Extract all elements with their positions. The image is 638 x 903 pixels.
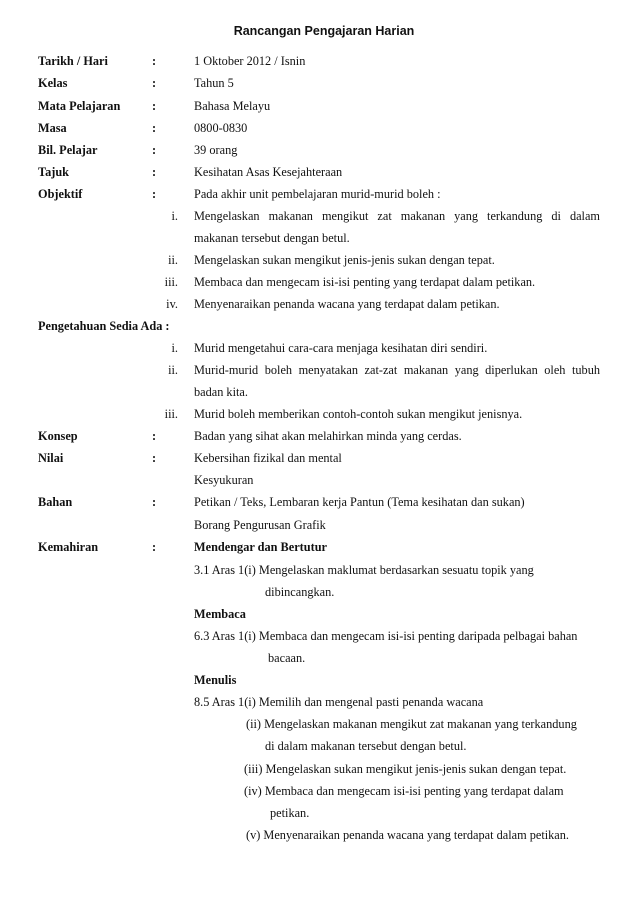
- info-label: Masa: [38, 121, 67, 135]
- skill-line: 6.3 Aras 1(i) Membaca dan mengecam isi-isi penting daripada pelbagai bahan: [194, 629, 578, 643]
- info-label: Tajuk: [38, 165, 69, 179]
- info-colon: :: [152, 76, 157, 90]
- list-number: ii.: [168, 253, 178, 267]
- info-colon: :: [152, 143, 157, 157]
- skill-heading-menulis: Menulis: [194, 673, 237, 687]
- info-label: Kelas: [38, 76, 68, 90]
- nilai-colon: :: [152, 451, 157, 465]
- skill-line: (v) Menyenaraikan penanda wacana yang terdapat dalam petikan.: [246, 828, 569, 842]
- konsep-label: Konsep: [38, 429, 78, 443]
- konsep-value: Badan yang sihat akan melahirkan minda yang cerdas.: [194, 429, 462, 443]
- bahan-value: Petikan / Teks, Lembaran kerja Pantun (Tema kesihatan dan sukan): [194, 495, 525, 509]
- skill-line: (iv) Membaca dan mengecam isi-isi penting yang terdapat dalam: [244, 784, 564, 798]
- info-label: Objektif: [38, 187, 83, 201]
- info-value: 0800-0830: [194, 121, 248, 135]
- info-value: Kesihatan Asas Kesejahteraan: [194, 165, 343, 179]
- konsep-colon: :: [152, 429, 157, 443]
- list-number: iv.: [166, 297, 178, 311]
- info-colon: :: [152, 54, 157, 68]
- list-item: Murid-murid boleh menyatakan zat-zat makanan yang diperlukan oleh tubuh: [194, 363, 600, 377]
- list-item: Murid boleh memberikan contoh-contoh sukan mengikut jenisnya.: [194, 407, 523, 421]
- list-item: Murid mengetahui cara-cara menjaga kesihatan diri sendiri.: [194, 341, 488, 355]
- bahan-value: Borang Pengurusan Grafik: [194, 518, 326, 532]
- info-colon: :: [152, 187, 157, 201]
- list-item-continuation: badan kita.: [194, 385, 248, 399]
- nilai-value: Kebersihan fizikal dan mental: [194, 451, 342, 465]
- info-label: Bil. Pelajar: [38, 143, 98, 157]
- skill-line-continuation: petikan.: [270, 806, 310, 820]
- page-title: Rancangan Pengajaran Harian: [233, 24, 415, 38]
- info-colon: :: [152, 121, 157, 135]
- skill-line: (iii) Mengelaskan sukan mengikut jenis-jenis sukan dengan tepat.: [244, 762, 567, 776]
- list-number: iii.: [164, 275, 178, 289]
- pengetahuan-label: Pengetahuan Sedia Ada :: [38, 319, 170, 333]
- list-number: i.: [171, 209, 178, 223]
- skill-line: 8.5 Aras 1(i) Memilih dan mengenal pasti penanda wacana: [194, 695, 484, 709]
- nilai-label: Nilai: [38, 451, 64, 465]
- info-value: 1 Oktober 2012 / Isnin: [194, 54, 306, 68]
- skill-line-continuation: dibincangkan.: [265, 585, 335, 599]
- info-value: Tahun 5: [194, 76, 234, 90]
- kemahiran-colon: :: [152, 540, 157, 554]
- list-item: Mengelaskan sukan mengikut jenis-jenis sukan dengan tepat.: [194, 253, 495, 267]
- skill-heading-membaca: Membaca: [194, 607, 246, 621]
- info-value: 39 orang: [194, 143, 238, 157]
- skill-line-continuation: di dalam makanan tersebut dengan betul.: [265, 739, 467, 753]
- bahan-label: Bahan: [38, 495, 73, 509]
- skill-line-continuation: bacaan.: [268, 651, 306, 665]
- info-colon: :: [152, 165, 157, 179]
- kemahiran-label: Kemahiran: [38, 540, 99, 554]
- list-number: iii.: [164, 407, 178, 421]
- list-item: Menyenaraikan penanda wacana yang terdapat dalam petikan.: [194, 297, 500, 311]
- skill-heading-mendengar: Mendengar dan Bertutur: [194, 540, 327, 554]
- info-value: Pada akhir unit pembelajaran murid-murid boleh :: [194, 187, 441, 201]
- list-number: ii.: [168, 363, 178, 377]
- list-number: i.: [171, 341, 178, 355]
- info-colon: :: [152, 99, 157, 113]
- nilai-value: Kesyukuran: [194, 473, 254, 487]
- list-item: Mengelaskan makanan mengikut zat makanan yang terkandung di dalam: [194, 209, 600, 223]
- skill-line: 3.1 Aras 1(i) Mengelaskan maklumat berdasarkan sesuatu topik yang: [194, 563, 534, 577]
- bahan-colon: :: [152, 495, 157, 509]
- info-label: Mata Pelajaran: [38, 99, 121, 113]
- skill-line: (ii) Mengelaskan makanan mengikut zat makanan yang terkandung: [246, 717, 577, 731]
- list-item-continuation: makanan tersebut dengan betul.: [194, 231, 350, 245]
- info-value: Bahasa Melayu: [194, 99, 271, 113]
- list-item: Membaca dan mengecam isi-isi penting yang terdapat dalam petikan.: [194, 275, 536, 289]
- info-label: Tarikh / Hari: [38, 54, 108, 68]
